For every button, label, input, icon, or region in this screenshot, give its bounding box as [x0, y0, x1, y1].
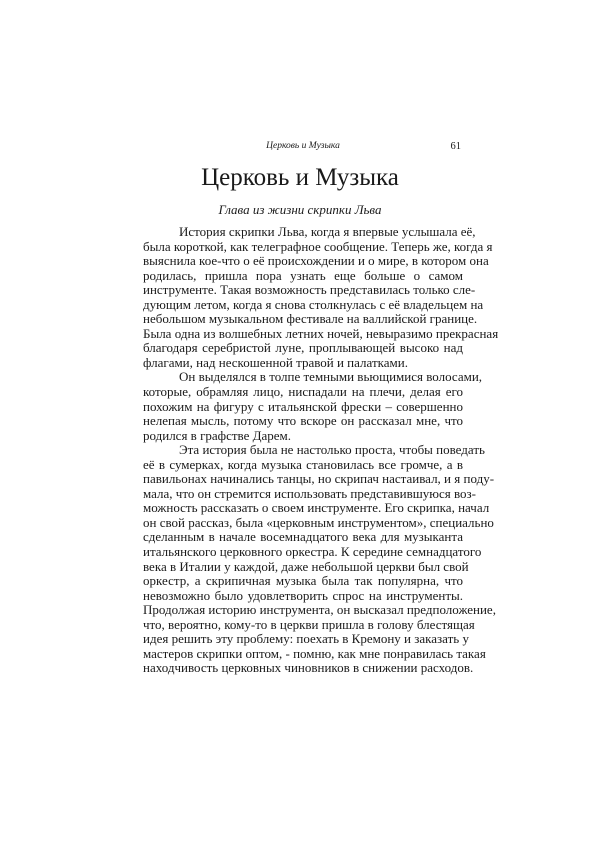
text-line: небольшом музыкальном фестивале на валлийской границе. — [143, 311, 478, 327]
text-line: павильонах начинались танцы, но скрипач настаивал, и я поду- — [143, 471, 495, 487]
running-title: Церковь и Музыка — [266, 141, 340, 151]
text-line: инструменте. Такая возможность представилась только сле- — [143, 282, 476, 298]
text-line: находчивость церковных чиновников в снижении расходов. — [143, 660, 474, 676]
text-line: мастеров скрипки оптом, - помню, как мне понравилась такая — [143, 645, 486, 661]
text-line: невозможно было удовлетворить спрос на инструменты. — [143, 587, 463, 603]
text-line: он свой рассказ, была «церковным инструментом», специально — [143, 514, 494, 530]
text-line: родилась, пришла пора узнать еще больше о самом — [143, 267, 463, 283]
text-line: флагами, над нескошенной травой и палатками. — [143, 354, 408, 370]
paragraph — [143, 224, 499, 370]
text-line: её в сумерках, когда музыка становилась все громче, а в — [143, 456, 463, 472]
page-number: 61 — [450, 141, 461, 152]
text-line: оркестр, а скрипичная музыка была так популярна, что — [143, 573, 463, 589]
text-line: Он выделялся в толпе темными вьющимися волосами, — [179, 369, 483, 385]
text-line: века в Италии у каждой, даже небольшой церкви был свой — [143, 558, 469, 574]
text-line: похожим на фигуру с итальянской фрески – совершенно — [143, 398, 463, 414]
text-line: сделанным в начале восемнадцатого века для музыканта — [143, 529, 463, 545]
text-line: итальянского церковного оркестра. К середине семнадцатого — [143, 544, 482, 560]
text-line: мала, что он стремится использовать представившуюся воз- — [143, 485, 476, 501]
chapter-title: Церковь и Музыка — [201, 164, 399, 191]
running-header — [143, 141, 463, 155]
text-line: выяснила кое-что о её происхождении и о мире, в котором она — [143, 253, 489, 269]
chapter-subtitle: Глава из жизни скрипки Льва — [218, 202, 382, 217]
text-line: История скрипки Льва, когда я впервые услышала её, — [179, 224, 476, 239]
text-line: была короткой, как телеграфное сообщение. Теперь же, когда я — [143, 238, 493, 254]
text-line: Была одна из волшебных летних ночей, невыразимо прекрасная — [143, 325, 499, 341]
body-text — [143, 224, 499, 676]
text-line: Эта история была не настолько проста, чтобы поведать — [179, 442, 485, 458]
text-line: можность рассказать о своем инструменте. Его скрипка, начал — [143, 500, 490, 516]
text-line: нелепая мысль, потому что вскоре он рассказал мне, что — [143, 413, 463, 429]
paragraph — [143, 369, 483, 443]
text-line: Продолжая историю инструмента, он высказал предположение, — [143, 602, 496, 618]
text-line: родился в графстве Дарем. — [143, 427, 292, 443]
text-line: дующим летом, когда я снова столкнулась с её владельцем на — [143, 296, 484, 312]
text-line: благодаря серебристой луне, проплывающей высоко над — [143, 340, 463, 356]
text-line: что, вероятно, кому-то в церкви пришла в голову блестящая — [143, 616, 475, 632]
text-line: которые, обрамляя лицо, ниспадали на плечи, делая его — [143, 384, 463, 400]
text-line: идея решить эту проблему: поехать в Кремону и заказать у — [143, 631, 469, 647]
paragraph — [143, 442, 496, 676]
